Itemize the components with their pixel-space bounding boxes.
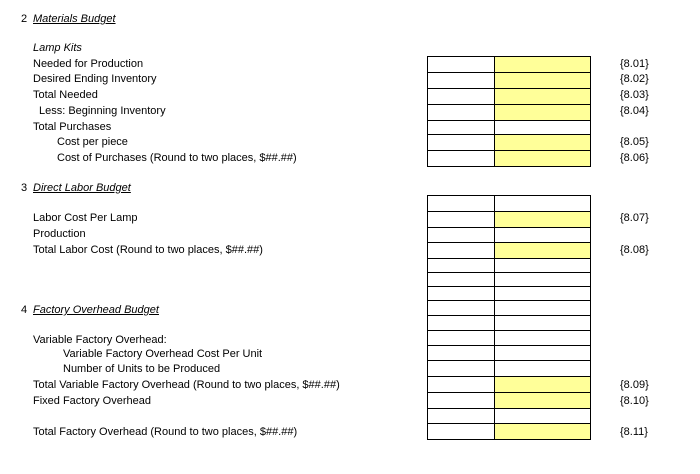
var-cost-per-unit-label: Variable Factory Overhead Cost Per Unit [63,348,263,360]
total-variable-col1-cell[interactable] [427,376,495,393]
labor-cost-col1-cell[interactable] [427,211,495,228]
desired-ending-label: Desired Ending Inventory [33,73,157,85]
code-8-01: {8.01} [620,58,649,70]
labor-number: 3 [21,182,28,194]
code-8-03: {8.03} [620,89,649,101]
cost-of-purchases-label: Cost of Purchases (Round to two places, $##.##) [57,152,297,164]
needed-input[interactable] [494,56,591,73]
needed-col1-cell[interactable] [427,56,495,73]
total-variable-overhead-input[interactable] [494,376,591,393]
total-purchases-label: Total Purchases [33,121,112,133]
labor-cost-per-lamp-input[interactable] [494,211,591,228]
production-label: Production [33,228,86,240]
code-8-06: {8.06} [620,152,649,164]
overhead-blank-col1-cell[interactable] [427,315,495,331]
labor-heading: Direct Labor Budget [33,182,131,194]
cost-of-purchases-input[interactable] [494,150,591,167]
code-8-04: {8.04} [620,105,649,117]
var-cost-col2-cell[interactable] [494,345,591,361]
overhead-gap-col1-cell[interactable] [427,408,495,424]
materials-heading: Materials Budget [33,13,116,25]
var-cost-col1-cell[interactable] [427,345,495,361]
total-overhead-col1-cell[interactable] [427,423,495,440]
total-labor-cost-label: Total Labor Cost (Round to two places, $##.##) [33,244,263,256]
materials-number: 2 [21,13,28,25]
overhead-head-col2-cell[interactable] [494,300,591,316]
total-needed-input[interactable] [494,88,591,105]
cost-per-piece-col1-cell[interactable] [427,134,495,151]
blank-row2-col2-cell[interactable] [494,272,591,287]
overhead-blank-col2-cell[interactable] [494,315,591,331]
variable-col1-cell[interactable] [427,330,495,346]
beginning-inventory-input[interactable] [494,104,591,121]
overhead-heading: Factory Overhead Budget [33,304,159,316]
blank-row2-col1-cell[interactable] [427,272,495,287]
code-8-11: {8.11} [620,426,648,438]
overhead-head-col1-cell[interactable] [427,300,495,316]
total-needed-col1-cell[interactable] [427,88,495,105]
variable-col2-cell[interactable] [494,330,591,346]
total-labor-cost-input[interactable] [494,242,591,259]
cost-per-piece-label: Cost per piece [57,136,128,148]
units-col2-cell[interactable] [494,360,591,377]
fixed-overhead-input[interactable] [494,392,591,409]
needed-label: Needed for Production [33,58,144,70]
variable-overhead-label: Variable Factory Overhead: [33,334,167,346]
beginning-col1-cell[interactable] [427,104,495,121]
blank-row3-col1-cell[interactable] [427,286,495,301]
code-8-02: {8.02} [620,73,649,85]
code-8-05: {8.05} [620,136,649,148]
total-variable-overhead-label: Total Variable Factory Overhead (Round to two places, $##.##) [33,379,340,391]
total-overhead-input[interactable] [494,423,591,440]
labor-cost-per-lamp-label: Labor Cost Per Lamp [33,212,138,224]
less-beginning-label: Less: Beginning Inventory [39,105,166,117]
units-produced-label: Number of Units to be Produced [63,363,221,375]
blank-row1-col2-cell[interactable] [494,258,591,273]
cost-of-purchases-col1-cell[interactable] [427,150,495,167]
code-8-09: {8.09} [620,379,649,391]
overhead-number: 4 [21,304,28,316]
blank-row1-col1-cell[interactable] [427,258,495,273]
total-overhead-label: Total Factory Overhead (Round to two places, $##.##) [33,426,298,438]
desired-col1-cell[interactable] [427,72,495,89]
code-8-08: {8.08} [620,244,649,256]
fixed-col1-cell[interactable] [427,392,495,409]
total-needed-label: Total Needed [33,89,98,101]
units-col1-cell[interactable] [427,360,495,377]
labor-blank-col1-cell[interactable] [427,195,495,212]
total-labor-col1-cell[interactable] [427,242,495,259]
cost-per-piece-input[interactable] [494,134,591,151]
blank-row3-col2-cell[interactable] [494,286,591,301]
desired-ending-input[interactable] [494,72,591,89]
overhead-gap-col2-cell[interactable] [494,408,591,424]
code-8-10: {8.10} [620,395,649,407]
fixed-overhead-label: Fixed Factory Overhead [33,395,151,407]
lamp-kits-label: Lamp Kits [33,42,82,54]
labor-blank-col2-cell[interactable] [494,195,591,212]
code-8-07: {8.07} [620,212,649,224]
